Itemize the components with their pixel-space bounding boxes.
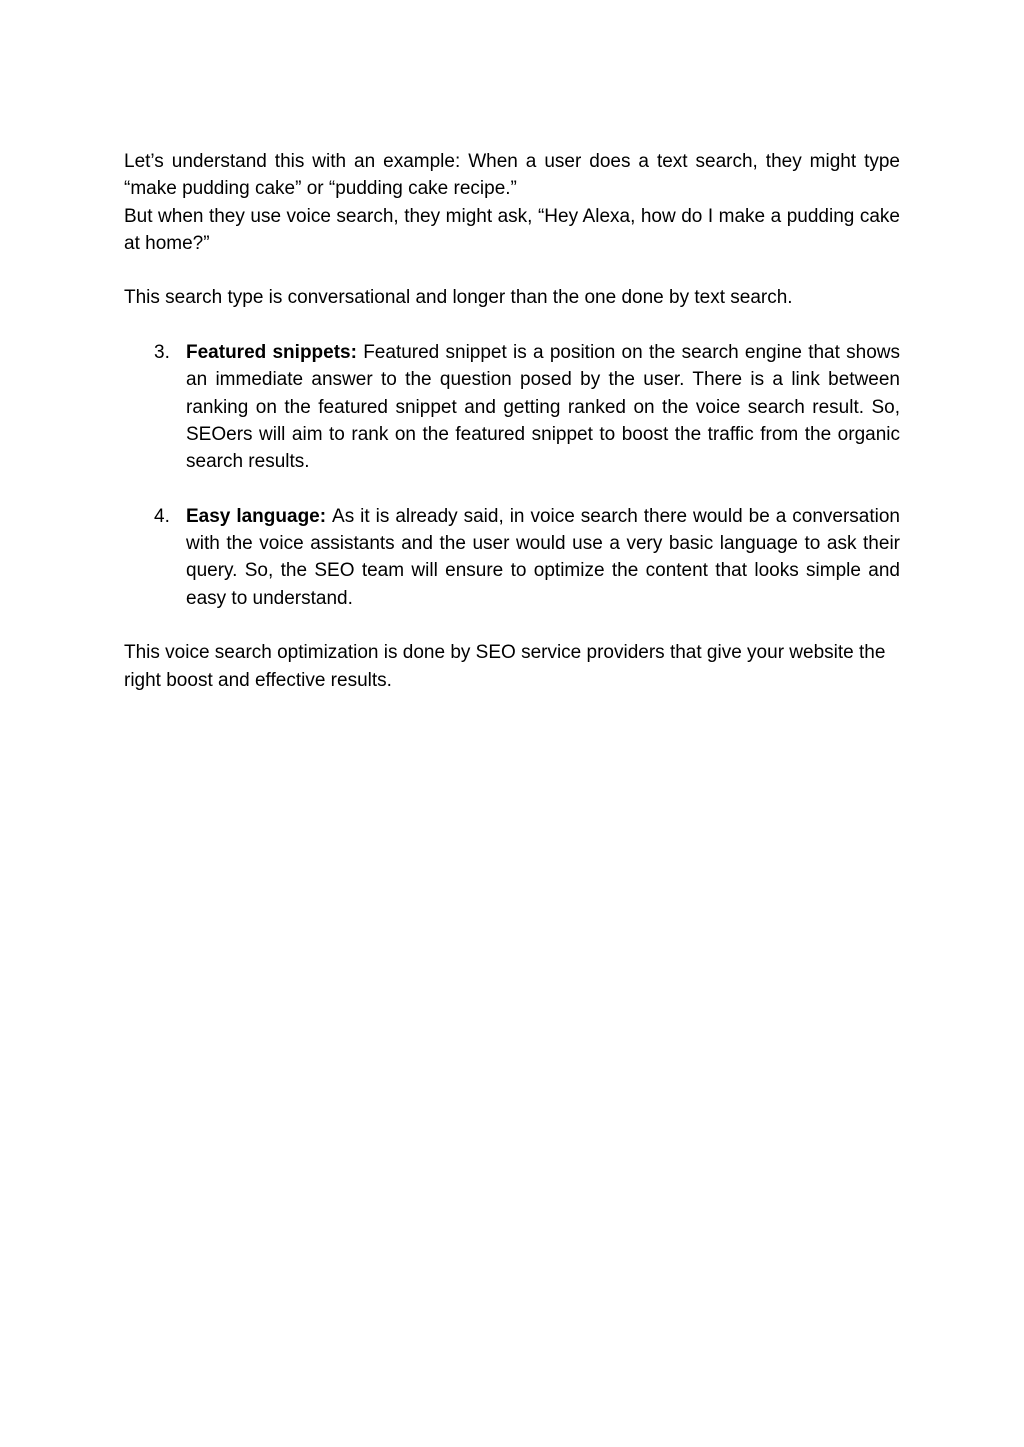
list-item-featured-snippets [124,339,900,475]
paragraph-spacer [124,312,900,339]
closing-paragraph: This voice search optimization is done by SEO service providers that give your website the right boost and effective results. [124,642,886,691]
paragraph-spacer [124,612,900,639]
example-paragraph: Let’s understand this with an example: When a user does a text search, they might type “make pudding cake” or “pudding cake recipe.” [124,151,900,200]
list-number: 4. [154,505,170,527]
list-text: As it is already said, in voice search there would be a conversation with the voice assistants and the user would use a very basic language to ask their query. So, the SEO team will ensure to optimize the content that looks simple and easy to understand. [186,505,900,609]
voice-search-example-paragraph: But when they use voice search, they might ask, “Hey Alexa, how do I make a pudding cake at home?” [124,205,900,254]
list-number: 3. [154,342,170,364]
paragraph-spacer [124,476,900,503]
list-term: Featured snippets: [186,342,364,364]
list-item-easy-language [124,503,900,612]
list-term: Easy language: [186,505,333,527]
list-text: Featured snippet is a position on the search engine that shows an immediate answer to the question posed by the user. There is a link between ranking on the featured snippet and getting ranked on the voice search result. So, SEOers will aim to rank on the featured snippet to boost the traffic from the organic search results. [186,342,900,473]
document-body [124,148,900,694]
conversational-paragraph: This search type is conversational and longer than the one done by text search. [124,287,793,309]
paragraph-spacer [124,257,900,284]
